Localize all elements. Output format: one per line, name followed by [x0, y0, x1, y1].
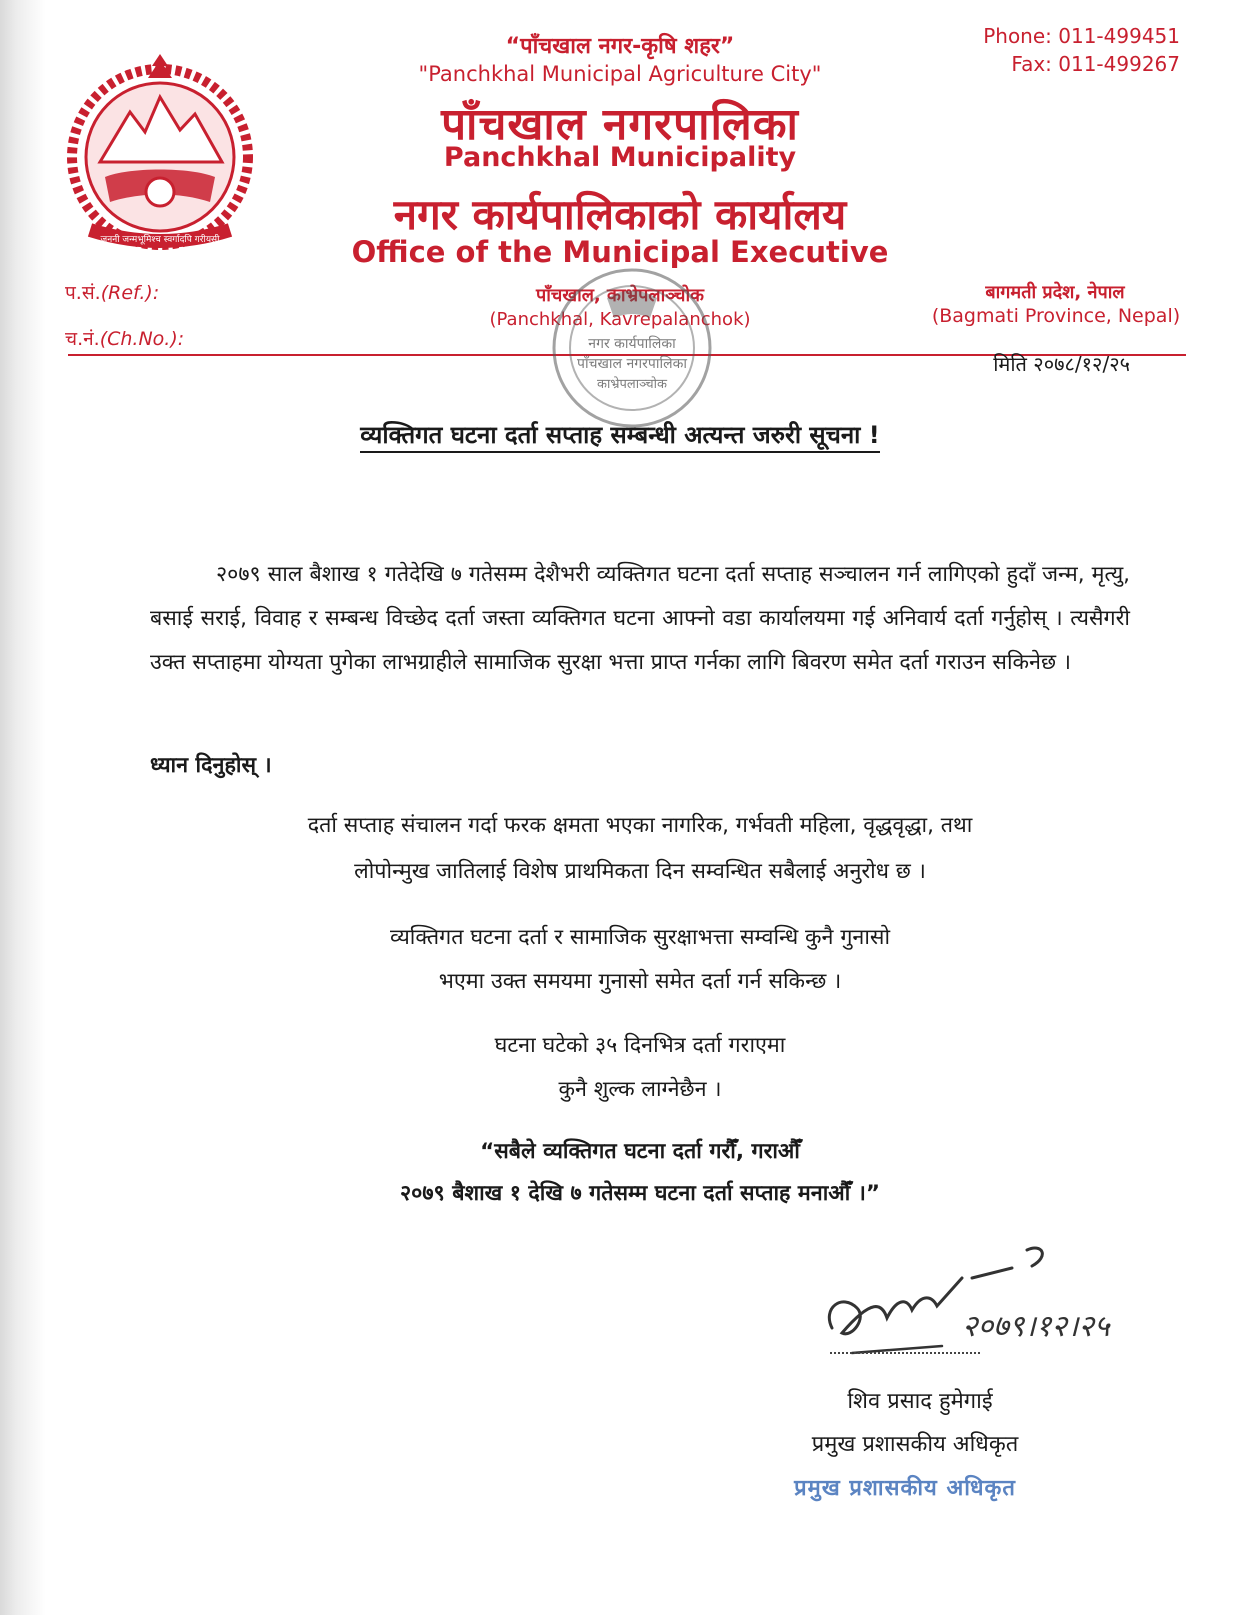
office-title-en: Office of the Municipal Executive: [351, 235, 889, 269]
chno-label-ne: च.नं.: [65, 328, 100, 350]
attention-label: ध्यान दिनुहोस् ।: [150, 753, 272, 778]
location-ne: पाँचखाल, काभ्रेपलाञ्चोक: [536, 285, 704, 306]
signer-title: प्रमुख प्रशासकीय अधिकृत: [811, 1432, 1019, 1457]
stamp-line-2: पाँचखाल नगरपालिका: [577, 356, 687, 372]
slogan-line-1: “सबैले व्यक्तिगत घटना दर्ता गरौँ, गराऔँ: [480, 1139, 800, 1164]
province-ne: बागमती प्रदेश, नेपाल: [985, 282, 1125, 303]
municipality-title-ne: पाँचखाल नगरपालिका: [441, 99, 799, 150]
fee-line-2: कुनै शुल्क लाग्नेछैन ।: [558, 1077, 722, 1102]
ref-number-label: [65, 279, 159, 305]
priority-line-1: दर्ता सप्ताह संचालन गर्दा फरक क्षमता भएका नागरिक, गर्भवती महिला, वृद्धवृद्धा, तथा: [307, 813, 973, 838]
notice-heading-text: व्यक्तिगत घटना दर्ता सप्ताह सम्बन्धी अत्यन्त जरुरी सूचना !: [360, 421, 879, 453]
stamp-line-3: काभ्रेपलाञ्चोक: [597, 377, 667, 392]
municipality-tagline-ne: “पाँचखाल नगर-कृषि शहर”: [505, 34, 735, 59]
ch-number-label: [65, 325, 184, 351]
slogan-line-2: २०७९ बैशाख १ देखि ७ गतेसम्म घटना दर्ता सप्ताह मनाऔँ ।”: [399, 1181, 881, 1206]
ref-label-en: (Ref.):: [100, 282, 160, 304]
fee-line-1: घटना घटेको ३५ दिनभित्र दर्ता गराएमा: [494, 1033, 786, 1058]
emblem-motto: जननी जन्मभूमिश्च स्वर्गादपि गरीयसी: [100, 235, 220, 245]
complaint-line-1: व्यक्तिगत घटना दर्ता र सामाजिक सुरक्षाभत्ता सम्वन्धि कुनै गुनासो: [389, 925, 891, 950]
municipality-tagline-en: "Panchkhal Municipal Agriculture City": [418, 62, 822, 86]
priority-line-2: लोपोन्मुख जातिलाई विशेष प्राथमिकता दिन सम्वन्धित सबैलाई अनुरोध छ ।: [354, 859, 926, 884]
fax-number: Fax: 011-499267: [1011, 52, 1180, 76]
ref-label-ne: प.सं.: [65, 282, 101, 304]
phone-number: Phone: 011-499451: [983, 24, 1180, 48]
designation-stamp: प्रमुख प्रशासकीय अधिकृत: [794, 1476, 1016, 1501]
notice-paragraph: २०७९ साल बैशाख १ गतेदेखि ७ गतेसम्म देशैभरी व्यक्तिगत घटना दर्ता सप्ताह सञ्चालन गर्न लागिएको हुदाँ जन्म, मृत्यु, बसाई सराई, विवाह र सम्बन्ध विच्छेद दर्ता जस्ता व्यक्तिगत घटना आफ्नो वडा कार्यालयमा गई अनिवार्य दर्ता गर्नुहोस् । त्यसैगरी उक्त सप्ताहमा योग्यता पुगेका लाभग्राहीले सामाजिक सुरक्षा भत्ता प्राप्त गर्नका लागि बिवरण समेत दर्ता गराउन सकिनेछ ।: [150, 562, 1130, 675]
location-en: (Panchkhal, Kavrepalanchok): [489, 309, 751, 330]
nepal-emblem-icon: [60, 52, 260, 252]
letter-date: मिति २०७८/१२/२५: [993, 352, 1130, 376]
office-seal-stamp: [532, 258, 732, 438]
handwritten-signature: [812, 1238, 1132, 1368]
office-title-ne: नगर कार्यपालिकाको कार्यालय: [393, 190, 847, 239]
municipality-title-en: Panchkhal Municipality: [443, 142, 797, 173]
notice-heading: [140, 418, 1100, 451]
contact-block: [983, 22, 1180, 78]
complaint-line-2: भएमा उक्त समयमा गुनासो समेत दर्ता गर्न सकिन्छ ।: [438, 969, 842, 994]
province-en: (Bagmati Province, Nepal): [931, 305, 1181, 327]
signature-dotted-line: [830, 1350, 980, 1354]
stamp-line-1: नगर कार्यपालिका: [588, 336, 676, 352]
signer-name: शिव प्रसाद हुमेगाई: [847, 1389, 993, 1414]
signature-date: २०७९।१२।२५: [962, 1309, 1110, 1344]
chno-label-en: (Ch.No.):: [99, 328, 185, 350]
scan-edge-shadow: [0, 0, 46, 1615]
